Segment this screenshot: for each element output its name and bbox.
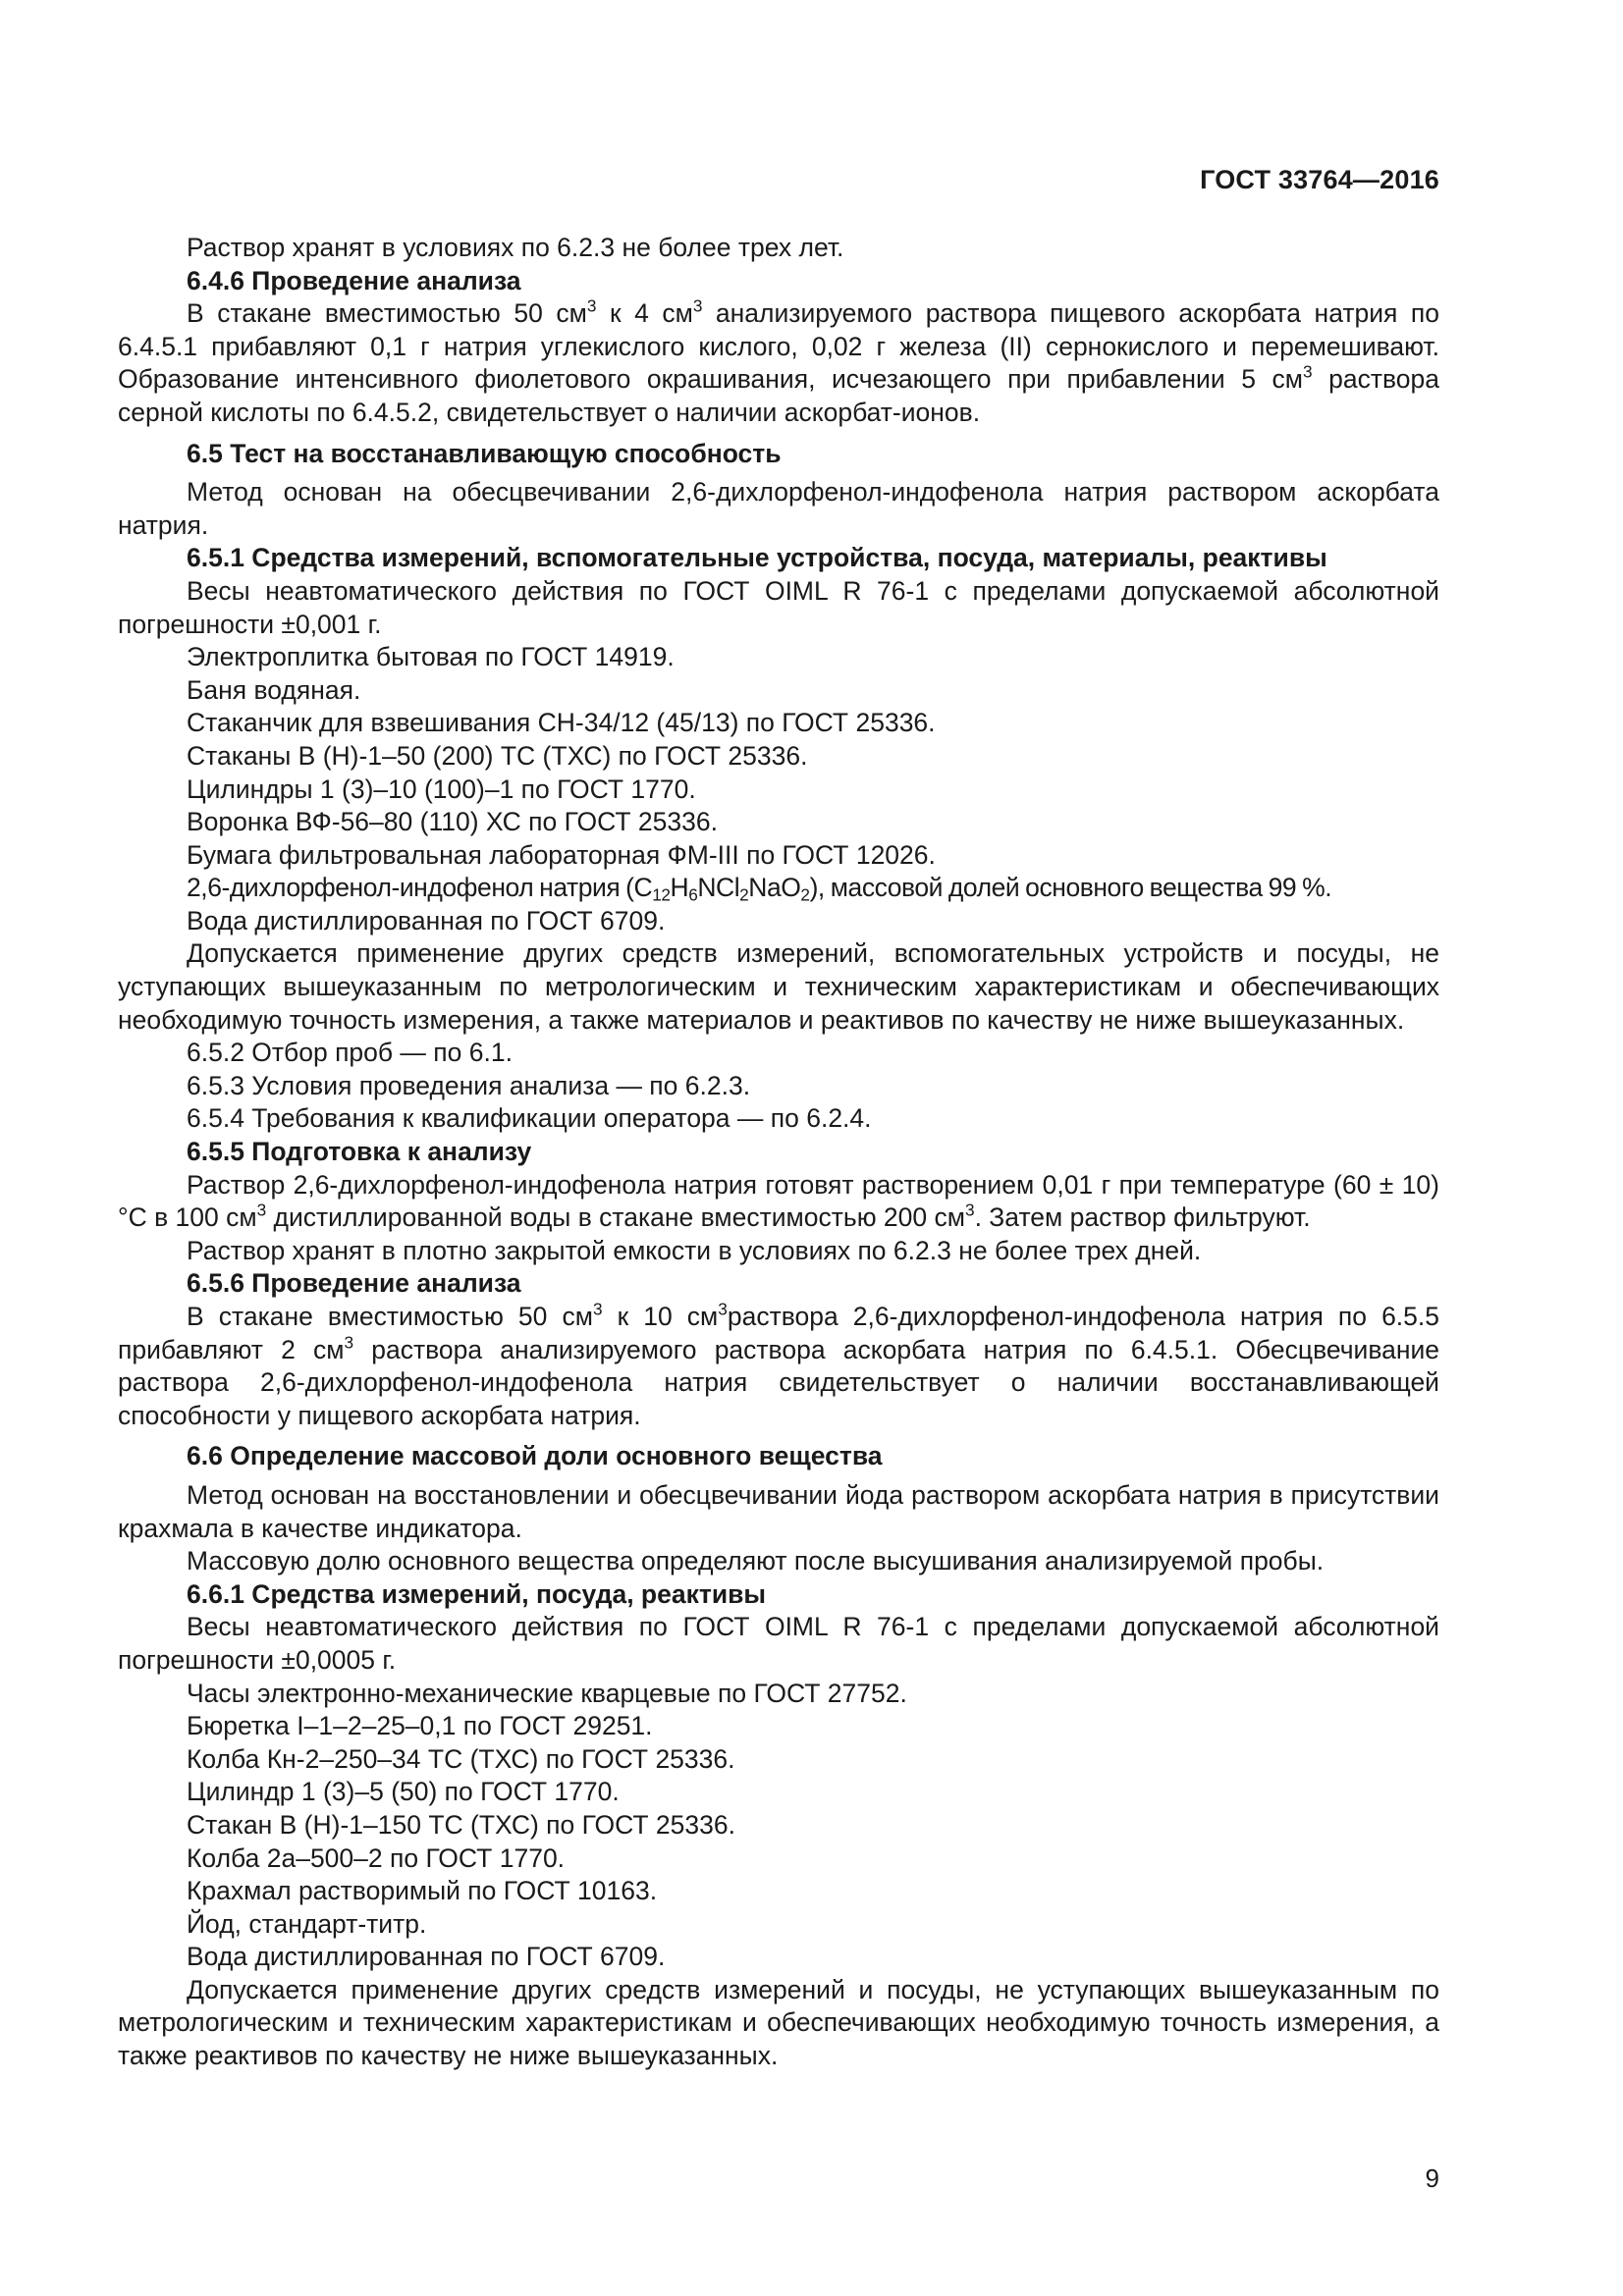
section-heading: 6.5.1 Средства измерений, вспомогательные устройства, посуда, материалы, реактивы bbox=[187, 543, 1327, 573]
paragraph: Весы неавтоматического действия по ГОСТ OIML R 76-1 с пределами допускаемой абсолютной погрешности ±0,0005 г. bbox=[118, 1612, 1439, 1675]
list-item: Баня водяная. bbox=[187, 674, 361, 705]
section-heading: 6.6 Определение массовой доли основного вещества bbox=[187, 1441, 883, 1471]
list-item: 6.5.2 Отбор проб — по 6.1. bbox=[187, 1038, 513, 1068]
list-item: Колба Кн-2–250–34 ТС (ТХС) по ГОСТ 25336. bbox=[187, 1743, 735, 1774]
formula-line: 2,6-дихлорфенол-индофенол натрия $(C_{12}H_6NCl_2NaO_2)$, массовой долей основного вещества 99 %. bbox=[187, 873, 1332, 905]
paragraph: Метод основан на обесцвечивании 2,6-дихлорфенол-индофенола натрия раствором аскорбата натрия. bbox=[118, 477, 1439, 540]
paragraph: Допускается применение других средств измерений и посуды, не уступающих вышеуказанным по метрологическим и техническим характеристикам и обеспечивающих необходимую точность измерения, а также реактивов по качеству не ниже вышеуказанных. bbox=[118, 1974, 1439, 2071]
section-heading: 6.5 Тест на восстанавливающую способность bbox=[187, 438, 782, 468]
paragraph: Метод основан на восстановлении и обесцвечивании йода раствором аскорбата натрия в присутствии крахмала в качестве индикатора. bbox=[118, 1479, 1439, 1543]
list-item: Йод, стандарт-титр. bbox=[187, 1908, 427, 1939]
list-item: Крахмал растворимый по ГОСТ 10163. bbox=[187, 1876, 658, 1906]
paragraph: Раствор хранят в плотно закрытой емкости в условиях по 6.2.3 не более трех дней. bbox=[187, 1235, 1202, 1265]
paragraph: В стакане вместимостью 50 $см^3$ к 4 $см^3$ анализируемого раствора пищевого аскорбата натрия по 6.4.5.1 прибавляют 0,1 г натрия углекислого кислого, 0,02 г железа (II) сернокислого и перемешивают. Образование интенсивного фиолетового окрашивания, исчезающего при прибавлении 5 $см^3$ раствора серной кислоты по 6.4.5.2, свидетельствует о наличии аскорбат-ионов. bbox=[118, 295, 1439, 427]
list-item: Электроплитка бытовая по ГОСТ 14919. bbox=[187, 642, 675, 672]
list-item: 6.5.3 Условия проведения анализа — по 6.2.3. bbox=[187, 1070, 751, 1100]
paragraph: Раствор 2,6-дихлорфенол-индофенола натрия готовят растворением 0,01 г при температуре (60 ± 10) °С в 100 $см^3$ дистиллированной воды в стакане вместимостью 200 $см^3$. Затем раствор фильтруют. bbox=[118, 1169, 1439, 1233]
paragraph: Допускается применение других средств измерений, вспомогательных устройств и посуды, не уступающих вышеуказанным по метрологическим и техническим характеристикам и обеспечивающих необходимую точность измерения, а также материалов и реактивов по качеству не ниже вышеуказанных. bbox=[118, 938, 1439, 1035]
list-item: Бумага фильтровальная лабораторная ФМ-III по ГОСТ 12026. bbox=[187, 839, 936, 870]
section-heading: 6.6.1 Средства измерений, посуда, реактивы bbox=[187, 1578, 767, 1609]
list-item: Воронка ВФ-56–80 (110) ХС по ГОСТ 25336. bbox=[187, 807, 718, 837]
section-heading: 6.5.5 Подготовка к анализу bbox=[187, 1137, 532, 1167]
list-item: Цилиндры 1 (3)–10 (100)–1 по ГОСТ 1770. bbox=[187, 774, 696, 804]
list-item: Вода дистиллированная по ГОСТ 6709. bbox=[187, 1942, 666, 1972]
list-item: Стаканы В (Н)-1–50 (200) ТС (ТХС) по ГОСТ 25336. bbox=[187, 740, 808, 771]
section-heading: 6.5.6 Проведение анализа bbox=[187, 1268, 521, 1299]
document-code: ГОСТ 33764—2016 bbox=[1200, 165, 1439, 194]
paragraph: В стакане вместимостью 50 $см^3$ к 10 $см^3раствора$ 2,6-дихлорфенол-индофенола натрия по 6.5.5 прибавляют 2 $см^3$ раствора анализируемого раствора аскорбата натрия по 6.4.5.1. Обесцвечивание раствора 2,6-дихлорфенол-индофенола натрия свидетельствует о наличии восстанавливающей способности у пищевого аскорбата натрия. bbox=[118, 1299, 1440, 1430]
list-item: Вода дистиллированная по ГОСТ 6709. bbox=[187, 905, 666, 935]
paragraph: Весы неавтоматического действия по ГОСТ OIML R 76-1 с пределами допускаемой абсолютной погрешности ±0,001 г. bbox=[118, 575, 1439, 639]
list-item: Стаканчик для взвешивания СН-34/12 (45/13) по ГОСТ 25336. bbox=[187, 708, 936, 738]
list-item: Колба 2а–500–2 по ГОСТ 1770. bbox=[187, 1842, 566, 1873]
list-item: Стакан В (Н)-1–150 ТС (ТХС) по ГОСТ 25336. bbox=[187, 1809, 735, 1840]
page-number: 9 bbox=[1425, 2163, 1439, 2193]
paragraph: Массовую долю основного вещества определяют после высушивания анализируемой пробы. bbox=[187, 1546, 1325, 1576]
page-body bbox=[118, 232, 1439, 2073]
list-item: Часы электронно-механические кварцевые по ГОСТ 27752. bbox=[187, 1678, 907, 1708]
list-item: Цилиндр 1 (3)–5 (50) по ГОСТ 1770. bbox=[187, 1777, 620, 1807]
paragraph: Раствор хранят в условиях по 6.2.3 не более трех лет. bbox=[187, 233, 844, 262]
list-item: Бюретка I–1–2–25–0,1 по ГОСТ 29251. bbox=[187, 1711, 653, 1741]
section-heading: 6.4.6 Проведение анализа bbox=[187, 265, 521, 295]
list-item: 6.5.4 Требования к квалификации оператора — по 6.2.4. bbox=[187, 1103, 872, 1134]
